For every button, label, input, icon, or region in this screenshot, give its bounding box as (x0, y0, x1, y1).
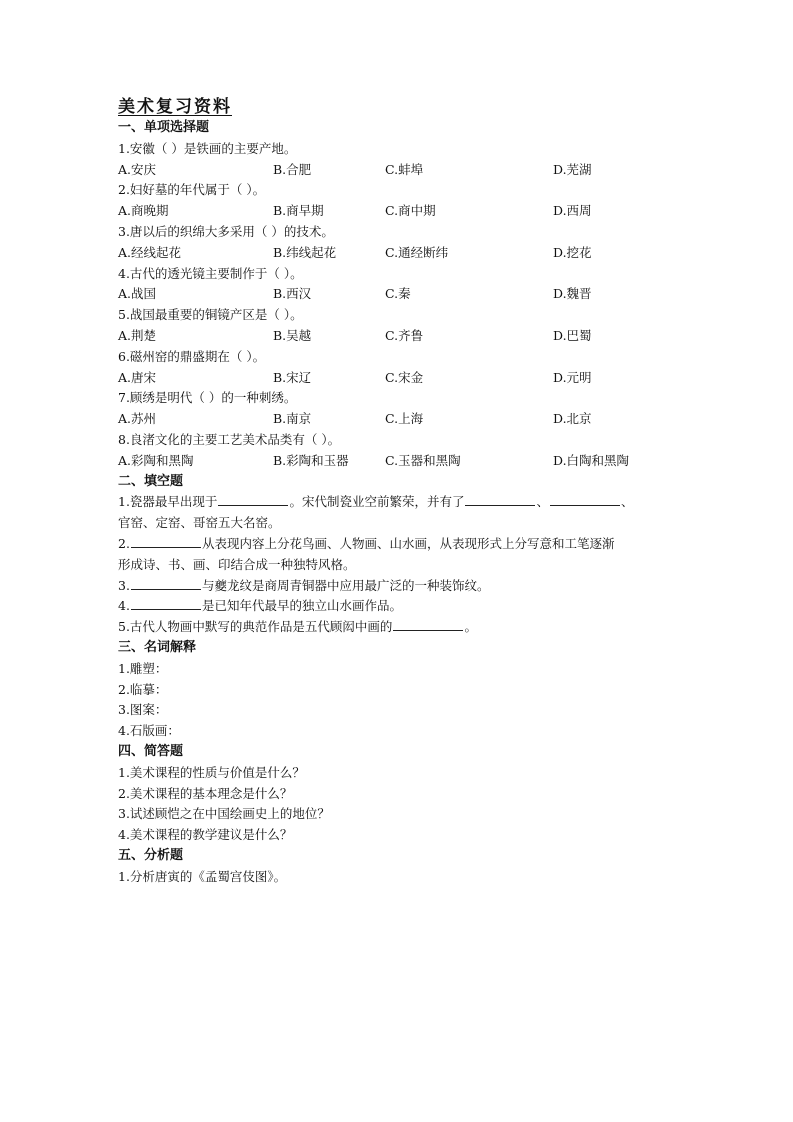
options-row (118, 368, 693, 389)
option-c: C.蚌埠 (385, 161, 424, 177)
answer-blank (131, 597, 201, 610)
option-b: B.宋辽 (273, 369, 312, 385)
option-a: A.荆楚 (118, 327, 157, 343)
option-c: C.上海 (385, 411, 424, 427)
term-item: 4.石版画： (118, 723, 180, 739)
text: 是已知年代最早的独立山水画作品。 (201, 598, 402, 614)
fill-question-2 (118, 534, 693, 555)
fill-question-2-cont: 形成诗、书、画、印结合成一种独特风格。 (118, 556, 356, 572)
question-text: 1.安徽（ ）是铁画的主要产地。 (118, 140, 297, 156)
section-heading-analysis: 五、分析题 (118, 847, 184, 863)
option-b: B.吴越 (273, 327, 312, 343)
option-c: C.商中期 (385, 203, 436, 219)
option-c: C.秦 (385, 286, 411, 302)
short-answer-item: 3.试述顾恺之在中国绘画史上的地位？ (118, 806, 330, 822)
short-answer-item: 4.美术课程的教学建议是什么？ (118, 827, 293, 843)
options-row (118, 201, 693, 222)
option-b: B.南京 (273, 411, 312, 427)
short-answer-item: 1.美术课程的性质与价值是什么？ (118, 764, 305, 780)
fill-question-1 (118, 492, 693, 513)
text: 、 (620, 494, 634, 510)
text: 。宋代制瓷业空前繁荣，并有了 (289, 494, 465, 510)
fill-question-4 (118, 596, 693, 617)
options-row (118, 326, 693, 347)
mc-question (118, 388, 693, 430)
answer-blank (218, 493, 288, 506)
option-d: D.魏晋 (553, 286, 592, 302)
term-item: 2.临摹： (118, 681, 168, 697)
option-d: D.白陶和黑陶 (553, 452, 630, 468)
question-text: 2.妇好墓的年代属于（ ）。 (118, 182, 266, 198)
answer-blank (393, 618, 463, 631)
term-item: 1.雕塑： (118, 660, 168, 676)
option-b: B.西汉 (273, 286, 312, 302)
option-d: D.挖花 (553, 244, 592, 260)
mc-question (118, 139, 693, 181)
options-row (118, 284, 693, 305)
document-title: 美术复习资料 (118, 97, 232, 117)
text: 4. (118, 598, 130, 614)
section-heading-short-answer: 四、简答题 (118, 743, 184, 759)
term-item: 3.图案： (118, 702, 168, 718)
document-page (118, 96, 693, 887)
section-heading-fill-blank: 二、填空题 (118, 473, 184, 489)
text: 2. (118, 535, 130, 551)
answer-blank (131, 535, 201, 548)
text: 与夔龙纹是商周青铜器中应用最广泛的一种装饰纹。 (201, 577, 490, 593)
question-text: 7.顾绣是明代（ ）的一种刺绣。 (118, 390, 297, 406)
short-answer-item: 2.美术课程的基本理念是什么？ (118, 785, 293, 801)
options-row (118, 451, 693, 472)
question-text: 8.良渚文化的主要工艺美术品类有（ ）。 (118, 431, 341, 447)
option-c: C.宋金 (385, 369, 424, 385)
mc-question (118, 264, 693, 306)
options-row (118, 243, 693, 264)
option-a: A.唐宋 (118, 369, 157, 385)
analysis-item: 1.分析唐寅的《孟蜀宫伎图》。 (118, 868, 287, 884)
answer-blank (550, 493, 620, 506)
option-a: A.苏州 (118, 411, 157, 427)
option-c: C.齐鲁 (385, 327, 424, 343)
option-d: D.元明 (553, 369, 592, 385)
mc-question (118, 305, 693, 347)
question-text: 3.唐以后的织绵大多采用（ ）的技术。 (118, 223, 334, 239)
option-d: D.巴蜀 (553, 327, 592, 343)
text: 从表现内容上分花鸟画、人物画、山水画，从表现形式上分写意和工笔逐渐 (201, 535, 615, 551)
question-text: 6.磁州窑的鼎盛期在（ ）。 (118, 348, 266, 364)
answer-blank (465, 493, 535, 506)
text: 5.古代人物画中默写的典范作品是五代顾闳中画的 (118, 619, 393, 635)
question-text: 4.古代的透光镜主要制作于（ ）。 (118, 265, 303, 281)
option-a: A.商晚期 (118, 203, 169, 219)
text: 3. (118, 577, 130, 593)
option-b: B.合肥 (273, 161, 312, 177)
option-a: A.安庆 (118, 161, 157, 177)
options-row (118, 409, 693, 430)
text: 。 (464, 619, 477, 635)
option-d: D.北京 (553, 411, 592, 427)
fill-question-1-cont: 官窑、定窑、哥窑五大名窑。 (118, 515, 281, 531)
option-a: A.经线起花 (118, 244, 182, 260)
section-heading-terms: 三、名词解释 (118, 639, 197, 655)
fill-question-3 (118, 576, 693, 597)
option-b: B.纬线起花 (273, 244, 337, 260)
mc-question (118, 347, 693, 389)
option-c: C.通经断纬 (385, 244, 449, 260)
options-row (118, 160, 693, 181)
option-b: B.彩陶和玉器 (273, 452, 349, 468)
option-d: D.芜湖 (553, 161, 592, 177)
question-text: 5.战国最重要的铜镜产区是（ ）。 (118, 307, 303, 323)
option-b: B.商早期 (273, 203, 324, 219)
text: 、 (536, 494, 549, 510)
section-heading-multiple-choice: 一、单项选择题 (118, 120, 210, 135)
mc-question (118, 180, 693, 222)
option-a: A.彩陶和黑陶 (118, 452, 194, 468)
answer-blank (131, 577, 201, 590)
option-d: D.西周 (553, 203, 592, 219)
option-c: C.玉器和黑陶 (385, 452, 461, 468)
text: 1.瓷器最早出现于 (118, 494, 218, 510)
mc-question (118, 222, 693, 264)
mc-question (118, 430, 693, 472)
option-a: A.战国 (118, 286, 157, 302)
fill-question-5 (118, 617, 693, 638)
